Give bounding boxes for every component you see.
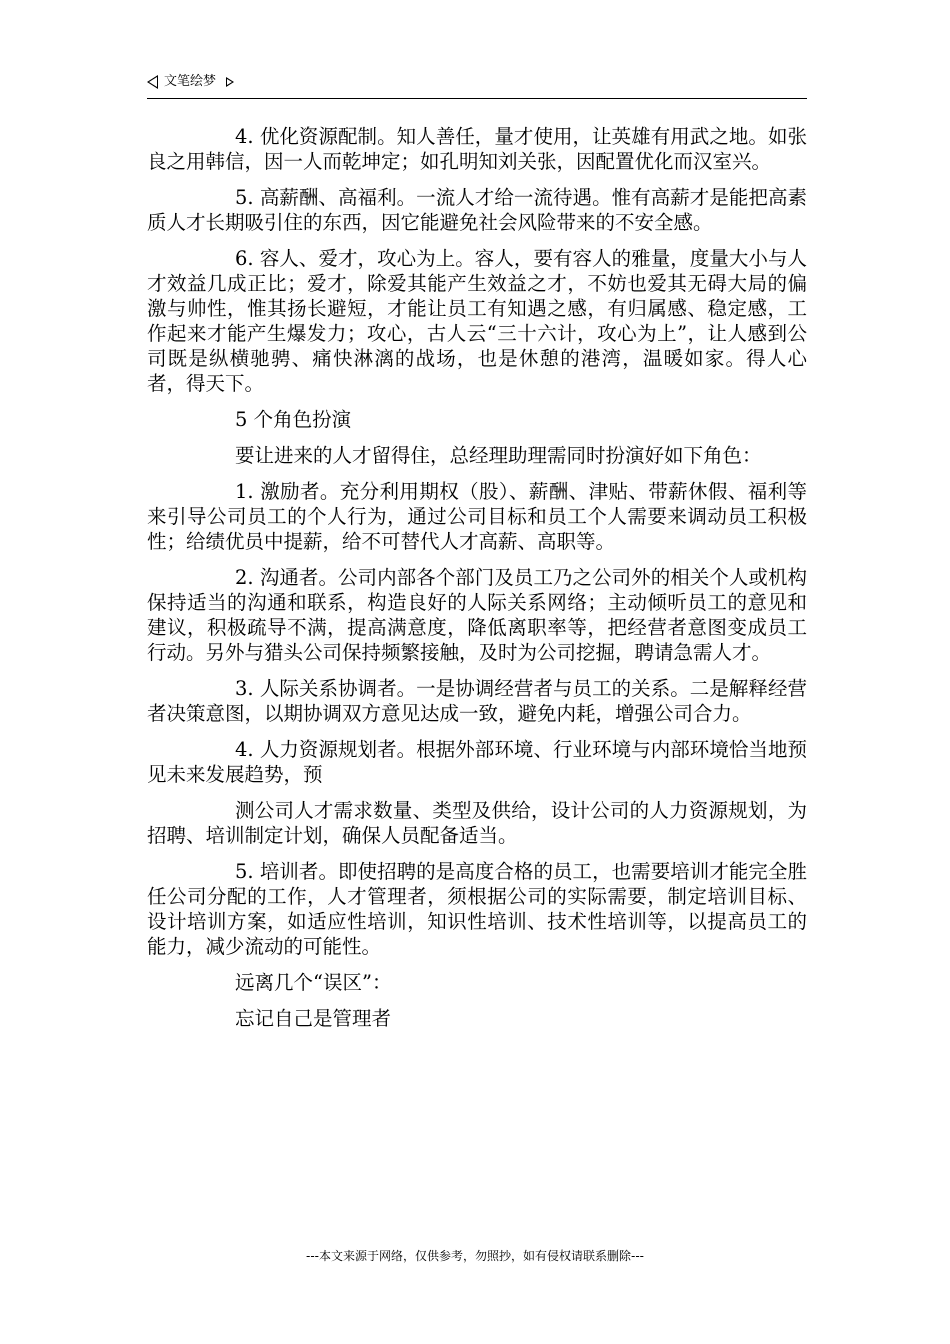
paragraph-pitfall-1: 忘记自己是管理者 — [235, 1007, 392, 1030]
paragraph-planner: 4. 人力资源规划者。根据外部环境、行业环境与内部环境恰当地预见未来发展趋势，预 — [147, 738, 807, 786]
header-brand-text: 文笔绘梦 — [164, 74, 217, 89]
document-body — [147, 124, 807, 1042]
section-heading-roles: 5 个角色扮演 — [235, 408, 352, 431]
header-brand — [147, 72, 807, 92]
triangle-right-icon — [226, 77, 234, 87]
paragraph-coordinator: 3. 人际关系协调者。一是协调经营者与员工的关系。二是解释经营者决策意图，以期协调双方意见达成一致，避免内耗，增强公司合力。 — [147, 677, 807, 725]
paragraph-roles-intro: 要让进来的人才留得住，总经理助理需同时扮演好如下角色： — [235, 444, 762, 467]
paragraph-resource-allocation: 4. 优化资源配制。知人善任，量才使用，让英雄有用武之地。如张良之用韩信，因一人而乾坤定；如孔明知刘关张，因配置优化而汉室兴。 — [147, 125, 807, 173]
paragraph-planner-continued: 测公司人才需求数量、类型及供给，设计公司的人力资源规划，为招聘、培训制定计划，确保人员配备适当。 — [147, 799, 807, 847]
paragraph-trainer: 5. 培训者。即使招聘的是高度合格的员工，也需要培训才能完全胜任公司分配的工作，人才管理者，须根据公司的实际需要，制定培训目标、设计培训方案，如适应性培训，知识性培训、技术性培训等，以提高员工的能力，减少流动的可能性。 — [147, 860, 807, 958]
section-heading-pitfalls: 远离几个“误区”： — [235, 971, 392, 994]
page-footer: ---本文来源于网络，仅供参考，勿照抄，如有侵权请联系删除--- — [306, 1249, 644, 1263]
page-header — [147, 72, 807, 99]
paragraph-high-salary: 5. 高薪酬、高福利。一流人才给一流待遇。惟有高薪才是能把高素质人才长期吸引住的东西，因它能避免社会风险带来的不安全感。 — [147, 186, 807, 234]
paragraph-tolerance: 6. 容人、爱才，攻心为上。容人，要有容人的雅量，度量大小与人才效益几成正比；爱才，除爱其能产生效益之才，不妨也爱其无碍大局的偏激与帅性，惟其扬长避短，才能让员工有知遇之感，有归属感、稳定感，工作起来才能产生爆发力；攻心，古人云“三十六计，攻心为上”，让人感到公司既是纵横驰骋、痛快淋漓的战场，也是休憩的港湾，温暖如家。得人心者，得天下。 — [147, 247, 807, 395]
paragraph-communicator: 2. 沟通者。公司内部各个部门及员工乃之公司外的相关个人或机构保持适当的沟通和联系，构造良好的人际关系网络；主动倾听员工的意见和建议，积极疏导不满，提高满意度，降低离职率等，把经营者意图变成员工行动。另外与猎头公司保持频繁接触，及时为公司挖掘，聘请急需人才。 — [147, 566, 807, 664]
paragraph-motivator: 1. 激励者。充分利用期权（股）、薪酬、津贴、带薪休假、福利等来引导公司员工的个人行为，通过公司目标和员工个人需要来调动员工积极性；给绩优员中提薪，给不可替代人才高薪、高职等。 — [147, 480, 807, 553]
triangle-left-icon — [147, 75, 158, 89]
